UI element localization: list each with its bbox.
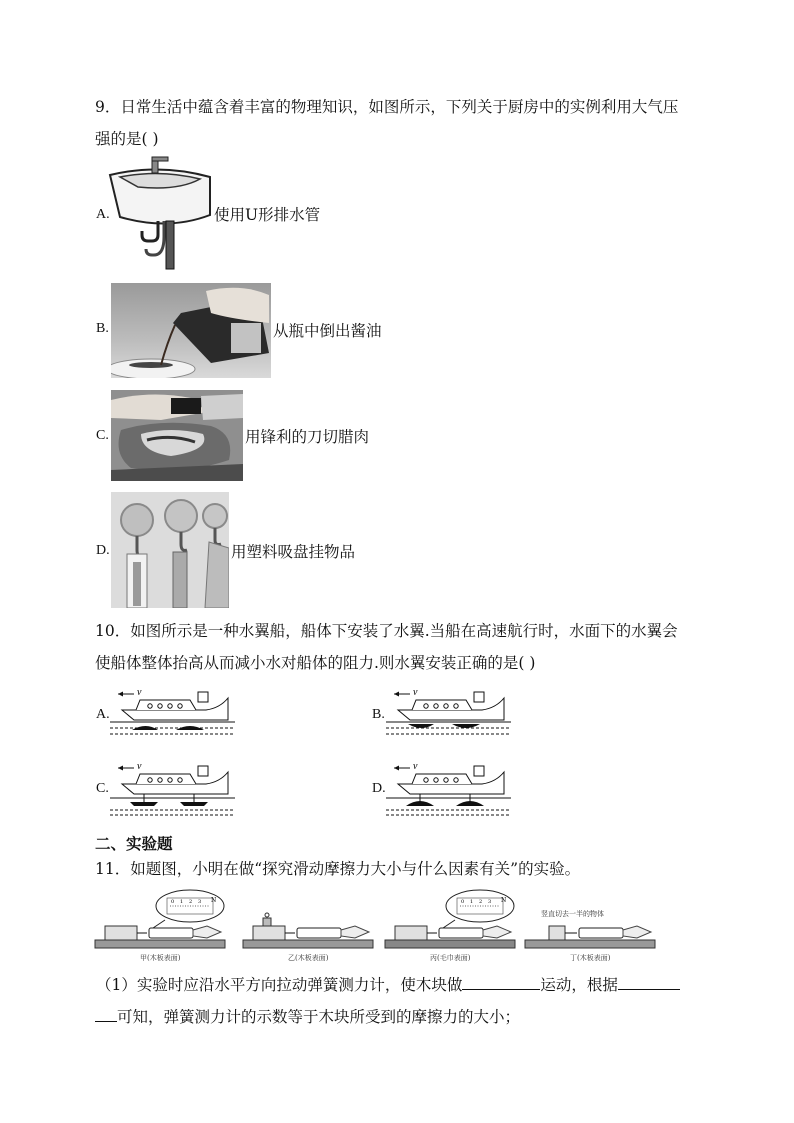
q10-stem-line2: 使船体整体抬高从而减小水对船体的阻力.则水翼安装正确的是( ) [95,654,536,672]
q9-option-d-text: 用塑料吸盘挂物品 [231,543,356,561]
q11-sub1-line2 [95,1006,520,1028]
q9-stem-line2: 强的是( ) [95,130,159,148]
panel-note: 竖直切去一半的物体 [541,910,604,918]
q11-stem: 11．如题图，小明在做“探究滑动摩擦力大小与什么因素有关”的实验。 [95,860,581,878]
velocity-label: v [413,761,418,772]
scale-tick-label: 0 [171,899,175,905]
scale-tick-label: 1 [180,899,184,905]
panel-ding [525,909,655,962]
velocity-label: v [413,687,418,698]
scale-tick-label: 3 [488,899,492,905]
section-title: 二、实验题 [95,835,173,853]
sink-u-trap-icon [108,155,214,273]
panel-caption: 丙(毛巾表面) [430,954,471,962]
q9-option-d-letter: D. [96,543,110,558]
suction-hooks-photo [111,492,229,608]
q10-stem-line1: 10．如图所示是一种水翼船，船体下安装了水翼.当船在高速航行时，水面下的水翼会 [95,622,678,640]
hydrofoil-boat-d-diagram [386,758,511,818]
q10-option-b-letter: B. [372,707,385,722]
q11-sub1-part2: 运动，根据 [540,976,618,994]
scale-unit-label: N [501,897,507,904]
q9-option-b-text: 从瓶中倒出酱油 [273,322,382,340]
hydrofoil-boat-c-diagram [110,758,235,818]
hydrofoil-boat-b-diagram [386,684,511,742]
q10-option-d-letter: D. [372,781,386,796]
panel-caption: 丁(木板表面) [570,954,611,962]
panel-caption: 甲(木板表面) [140,954,181,962]
answer-blank-1[interactable] [462,974,540,990]
q9-stem-line1: 9．日常生活中蕴含着丰富的物理知识，如图所示，下列关于厨房中的实例利用大气压 [95,98,679,116]
velocity-label: v [137,687,142,698]
scale-tick-label: 1 [470,899,474,905]
velocity-label: v [137,761,142,772]
panel-caption: 乙(木板表面) [288,954,329,962]
answer-blank-2b[interactable] [95,1006,117,1022]
q9-option-a-letter: A. [96,207,110,222]
q9-option-c-text: 用锋利的刀切腊肉 [245,428,370,446]
scale-tick-label: 0 [461,899,465,905]
q11-sub1-part3: 可知，弹簧测力计的示数等于木块所受到的摩擦力的大小； [117,1008,521,1026]
q10-option-a-letter: A. [96,707,110,722]
panel-jia [95,890,225,962]
answer-blank-2a[interactable] [618,974,680,990]
q10-option-c-letter: C. [96,781,109,796]
q9-option-a-text: 使用U形排水管 [214,206,321,224]
q11-sub1-line1 [96,974,680,996]
cutting-meat-photo [111,390,243,481]
q9-option-b-letter: B. [96,321,109,336]
friction-experiment-diagram [95,888,655,964]
hydrofoil-boat-a-diagram [110,684,235,742]
scale-tick-label: 2 [479,899,483,905]
scale-tick-label: 2 [189,899,193,905]
q11-sub1-part1: （1）实验时应沿水平方向拉动弹簧测力计，使木块做 [96,976,463,994]
svg-text:N: N [211,897,217,904]
panel-yi [243,913,373,962]
scale-tick-label: 3 [198,899,202,905]
pouring-soy-sauce-photo [111,283,271,378]
q9-option-c-letter: C. [96,428,109,443]
panel-bing [385,890,515,962]
